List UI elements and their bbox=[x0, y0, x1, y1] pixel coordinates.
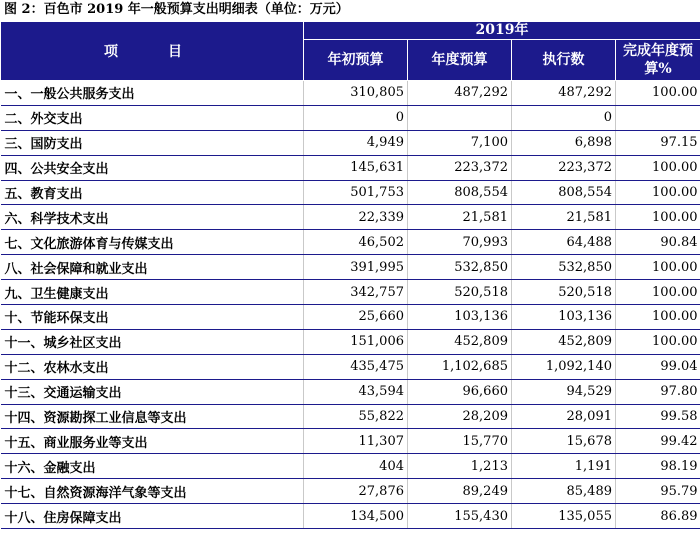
row-item-name: 七、文化旅游体育与传媒支出 bbox=[1, 230, 304, 255]
annual-budget-cell: 155,430 bbox=[408, 504, 512, 529]
row-item-name: 十一、城乡社区支出 bbox=[1, 329, 304, 354]
table-row bbox=[1, 180, 700, 205]
table-row bbox=[1, 504, 700, 529]
completion-pct-cell: 95.79 bbox=[616, 479, 700, 504]
completion-pct-cell: 100.00 bbox=[616, 155, 700, 180]
initial-budget-cell: 43,594 bbox=[304, 379, 408, 404]
row-item-name: 十四、资源勘探工业信息等支出 bbox=[1, 404, 304, 429]
completion-pct-cell: 100.00 bbox=[616, 329, 700, 354]
row-item-name: 十五、商业服务业等支出 bbox=[1, 429, 304, 454]
initial-budget-cell: 435,475 bbox=[304, 354, 408, 379]
completion-pct-cell: 100.00 bbox=[616, 205, 700, 230]
table-row bbox=[1, 354, 700, 379]
initial-budget-cell: 134,500 bbox=[304, 504, 408, 529]
row-item-name: 十、节能环保支出 bbox=[1, 305, 304, 330]
table-row bbox=[1, 105, 700, 130]
completion-pct-cell: 99.42 bbox=[616, 429, 700, 454]
table-row bbox=[1, 329, 700, 354]
row-item-name: 三、国防支出 bbox=[1, 130, 304, 155]
executed-cell: 1,092,140 bbox=[512, 354, 616, 379]
annual-budget-cell: 96,660 bbox=[408, 379, 512, 404]
figure-caption: 图 2：百色市 2019 年一般预算支出明细表（单位：万元） bbox=[4, 2, 349, 17]
col-header-executed: 执行数 bbox=[512, 40, 616, 81]
annual-budget-cell: 21,581 bbox=[408, 205, 512, 230]
table-row bbox=[1, 130, 700, 155]
completion-pct-cell bbox=[616, 105, 700, 130]
executed-cell: 64,488 bbox=[512, 230, 616, 255]
executed-cell: 487,292 bbox=[512, 81, 616, 106]
annual-budget-cell: 103,136 bbox=[408, 305, 512, 330]
col-header-initial-budget: 年初预算 bbox=[304, 40, 408, 81]
completion-pct-cell: 100.00 bbox=[616, 180, 700, 205]
initial-budget-cell: 501,753 bbox=[304, 180, 408, 205]
completion-pct-cell: 100.00 bbox=[616, 280, 700, 305]
initial-budget-cell: 25,660 bbox=[304, 305, 408, 330]
table-row bbox=[1, 454, 700, 479]
table-row bbox=[1, 255, 700, 280]
row-item-name: 九、卫生健康支出 bbox=[1, 280, 304, 305]
executed-cell: 0 bbox=[512, 105, 616, 130]
table-row bbox=[1, 429, 700, 454]
initial-budget-cell: 55,822 bbox=[304, 404, 408, 429]
initial-budget-cell: 310,805 bbox=[304, 81, 408, 106]
initial-budget-cell: 4,949 bbox=[304, 130, 408, 155]
annual-budget-cell: 487,292 bbox=[408, 81, 512, 106]
completion-pct-cell: 100.00 bbox=[616, 255, 700, 280]
initial-budget-cell: 145,631 bbox=[304, 155, 408, 180]
annual-budget-cell: 532,850 bbox=[408, 255, 512, 280]
executed-cell: 21,581 bbox=[512, 205, 616, 230]
table-body bbox=[1, 81, 700, 529]
item-header: 项 目 bbox=[1, 22, 304, 81]
completion-pct-cell: 99.58 bbox=[616, 404, 700, 429]
completion-pct-cell: 97.80 bbox=[616, 379, 700, 404]
table-row bbox=[1, 305, 700, 330]
row-item-name: 八、社会保障和就业支出 bbox=[1, 255, 304, 280]
initial-budget-cell: 404 bbox=[304, 454, 408, 479]
row-item-name: 一、一般公共服务支出 bbox=[1, 81, 304, 106]
year-header: 2019年 bbox=[304, 22, 700, 40]
initial-budget-cell: 46,502 bbox=[304, 230, 408, 255]
annual-budget-cell: 1,102,685 bbox=[408, 354, 512, 379]
table-row bbox=[1, 81, 700, 106]
completion-pct-cell: 100.00 bbox=[616, 81, 700, 106]
executed-cell: 452,809 bbox=[512, 329, 616, 354]
table-row bbox=[1, 280, 700, 305]
executed-cell: 94,529 bbox=[512, 379, 616, 404]
executed-cell: 135,055 bbox=[512, 504, 616, 529]
executed-cell: 6,898 bbox=[512, 130, 616, 155]
initial-budget-cell: 342,757 bbox=[304, 280, 408, 305]
executed-cell: 520,518 bbox=[512, 280, 616, 305]
initial-budget-cell: 27,876 bbox=[304, 479, 408, 504]
initial-budget-cell: 11,307 bbox=[304, 429, 408, 454]
annual-budget-cell: 520,518 bbox=[408, 280, 512, 305]
completion-pct-cell: 97.15 bbox=[616, 130, 700, 155]
initial-budget-cell: 391,995 bbox=[304, 255, 408, 280]
executed-cell: 85,489 bbox=[512, 479, 616, 504]
table-row bbox=[1, 155, 700, 180]
row-item-name: 十二、农林水支出 bbox=[1, 354, 304, 379]
annual-budget-cell: 452,809 bbox=[408, 329, 512, 354]
table-row bbox=[1, 205, 700, 230]
annual-budget-cell: 28,209 bbox=[408, 404, 512, 429]
row-item-name: 四、公共安全支出 bbox=[1, 155, 304, 180]
table-row bbox=[1, 230, 700, 255]
col-header-annual-budget: 年度预算 bbox=[408, 40, 512, 81]
annual-budget-cell: 808,554 bbox=[408, 180, 512, 205]
row-item-name: 十三、交通运输支出 bbox=[1, 379, 304, 404]
completion-pct-cell: 100.00 bbox=[616, 305, 700, 330]
annual-budget-cell: 1,213 bbox=[408, 454, 512, 479]
completion-pct-cell: 86.89 bbox=[616, 504, 700, 529]
row-item-name: 六、科学技术支出 bbox=[1, 205, 304, 230]
table-row bbox=[1, 404, 700, 429]
initial-budget-cell: 151,006 bbox=[304, 329, 408, 354]
executed-cell: 15,678 bbox=[512, 429, 616, 454]
annual-budget-cell: 89,249 bbox=[408, 479, 512, 504]
executed-cell: 103,136 bbox=[512, 305, 616, 330]
row-item-name: 二、外交支出 bbox=[1, 105, 304, 130]
col-header-completion-pct: 完成年度预算% bbox=[616, 40, 700, 81]
annual-budget-cell: 70,993 bbox=[408, 230, 512, 255]
annual-budget-cell: 15,770 bbox=[408, 429, 512, 454]
executed-cell: 223,372 bbox=[512, 155, 616, 180]
executed-cell: 1,191 bbox=[512, 454, 616, 479]
row-item-name: 十六、金融支出 bbox=[1, 454, 304, 479]
executed-cell: 532,850 bbox=[512, 255, 616, 280]
budget-table bbox=[0, 21, 700, 529]
initial-budget-cell: 0 bbox=[304, 105, 408, 130]
initial-budget-cell: 22,339 bbox=[304, 205, 408, 230]
annual-budget-cell: 223,372 bbox=[408, 155, 512, 180]
annual-budget-cell: 7,100 bbox=[408, 130, 512, 155]
completion-pct-cell: 99.04 bbox=[616, 354, 700, 379]
executed-cell: 808,554 bbox=[512, 180, 616, 205]
completion-pct-cell: 90.84 bbox=[616, 230, 700, 255]
row-item-name: 五、教育支出 bbox=[1, 180, 304, 205]
completion-pct-cell: 98.19 bbox=[616, 454, 700, 479]
row-item-name: 十七、自然资源海洋气象等支出 bbox=[1, 479, 304, 504]
row-item-name: 十八、住房保障支出 bbox=[1, 504, 304, 529]
annual-budget-cell bbox=[408, 105, 512, 130]
table-row bbox=[1, 479, 700, 504]
executed-cell: 28,091 bbox=[512, 404, 616, 429]
table-row bbox=[1, 379, 700, 404]
